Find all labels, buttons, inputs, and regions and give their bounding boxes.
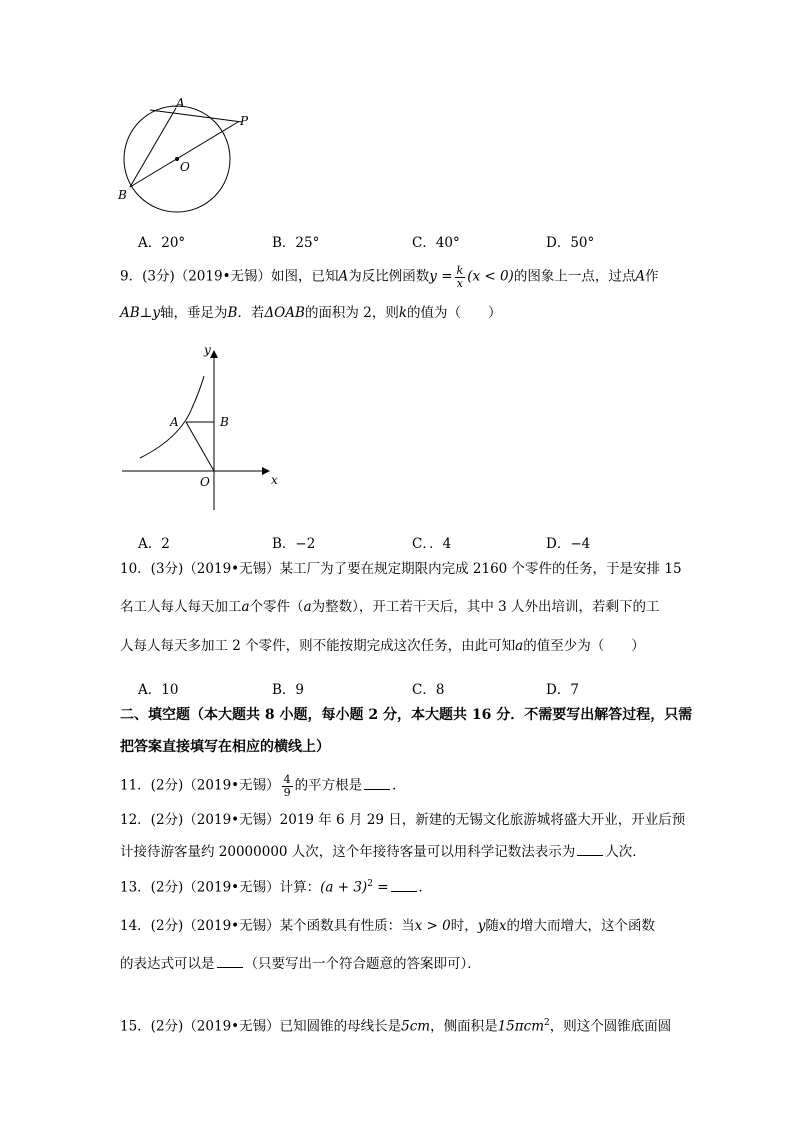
q9-option-c: C．．4 <box>412 536 452 552</box>
center-dot <box>175 157 179 161</box>
q11-line: 11．(2分)（2019•无锡） $\frac{4}{9}$ 的平方根是 ． <box>120 773 406 799</box>
label-b: B <box>118 188 127 202</box>
q14-line1: 14．(2分)（2019•无锡）某个函数具有性质：当x > 0时，y随x的增大而增大，这个函数 <box>120 918 655 934</box>
section-heading-line1: 二、填空题（本大题共 8 小题，每小题 2 分，本大题共 16 分．不需要写出解答过程，只需 <box>120 707 693 723</box>
q8-option-d: D．50° <box>546 235 595 251</box>
line-bp <box>130 122 238 187</box>
q9-line1: 9．(3分)（2019•无锡）如图，已知A为反比例函数y = $\frac{k}{x}$ (x < 0)的图象上一点，过点A作 <box>120 264 659 290</box>
q8-option-b: B．25° <box>272 235 320 251</box>
label-p: P <box>240 114 249 128</box>
chord-ab <box>130 108 176 187</box>
circle-tangent-figure <box>110 95 260 215</box>
label-o: O <box>200 475 210 489</box>
label-o: O <box>180 160 190 174</box>
x-axis-arrow-icon <box>262 467 270 475</box>
hyperbola-figure <box>118 340 288 515</box>
label-y: y <box>204 343 211 357</box>
fraction-k-over-x: $\frac{k}{x}$ <box>456 264 464 290</box>
q12-line2: 计接待游客量约 20000000 人次，这个年接待客量可以用科学记数法表示为 人次． <box>120 844 646 860</box>
answer-blank <box>217 966 243 968</box>
q13-line: 13．(2分)（2019•无锡）计算：$(a + 3)^2$ = ． <box>120 879 433 896</box>
label-a: A <box>176 96 185 110</box>
label-a: A <box>170 415 179 429</box>
tangent-line <box>150 110 242 122</box>
q10-line2: 名工人每人每天加工a个零件（a为整数），开工若干天后，其中 3 人外出培训，若剩下的工 <box>120 599 660 615</box>
q10-option-a: A．10 <box>138 682 179 698</box>
q12-line1: 12．(2分)（2019•无锡）2019 年 6 月 29 日，新建的无锡文化旅游城将盛大开业，开业后预 <box>120 812 686 828</box>
q15-line1: 15．(2分)（2019•无锡）已知圆锥的母线长是5cm，侧面积是15πcm$^2$，则这个圆锥底面圆 <box>120 1018 672 1035</box>
q10-line3: 人每人每天多加工 2 个零件，则不能按期完成这次任务，由此可知a的值至少为（ ） <box>120 638 645 654</box>
q9-line2: AB⊥y轴，垂足为B．若ΔOAB的面积为 2，则k的值为（ ） <box>120 305 502 321</box>
answer-blank <box>577 854 603 856</box>
segment-ao <box>186 422 214 471</box>
section-heading-line2: 把答案直接填写在相应的横线上） <box>120 739 330 755</box>
fraction-4-over-9: $\frac{4}{9}$ <box>283 773 291 799</box>
q9-option-a: A．2 <box>138 536 170 552</box>
q10-line1: 10．(3分)（2019•无锡）某工厂为了要在规定期限内完成 2160 个零件的任务，于是安排 15 <box>120 561 682 577</box>
q10-option-c: C．8 <box>412 682 445 698</box>
answer-blank <box>364 788 390 790</box>
label-x: x <box>271 473 278 487</box>
q14-line2: 的表达式可以是 （只要写出一个符合题意的答案即可）． <box>120 956 481 972</box>
label-b: B <box>220 415 229 429</box>
answer-blank <box>391 890 417 892</box>
q9-option-d: D．−4 <box>546 536 591 552</box>
q8-option-a: A．20° <box>138 235 186 251</box>
y-axis-arrow-icon <box>210 350 218 358</box>
q10-option-b: B．9 <box>272 682 305 698</box>
q9-option-b: B．−2 <box>272 536 316 552</box>
q10-option-d: D．7 <box>546 682 579 698</box>
q8-option-c: C．40° <box>412 235 460 251</box>
